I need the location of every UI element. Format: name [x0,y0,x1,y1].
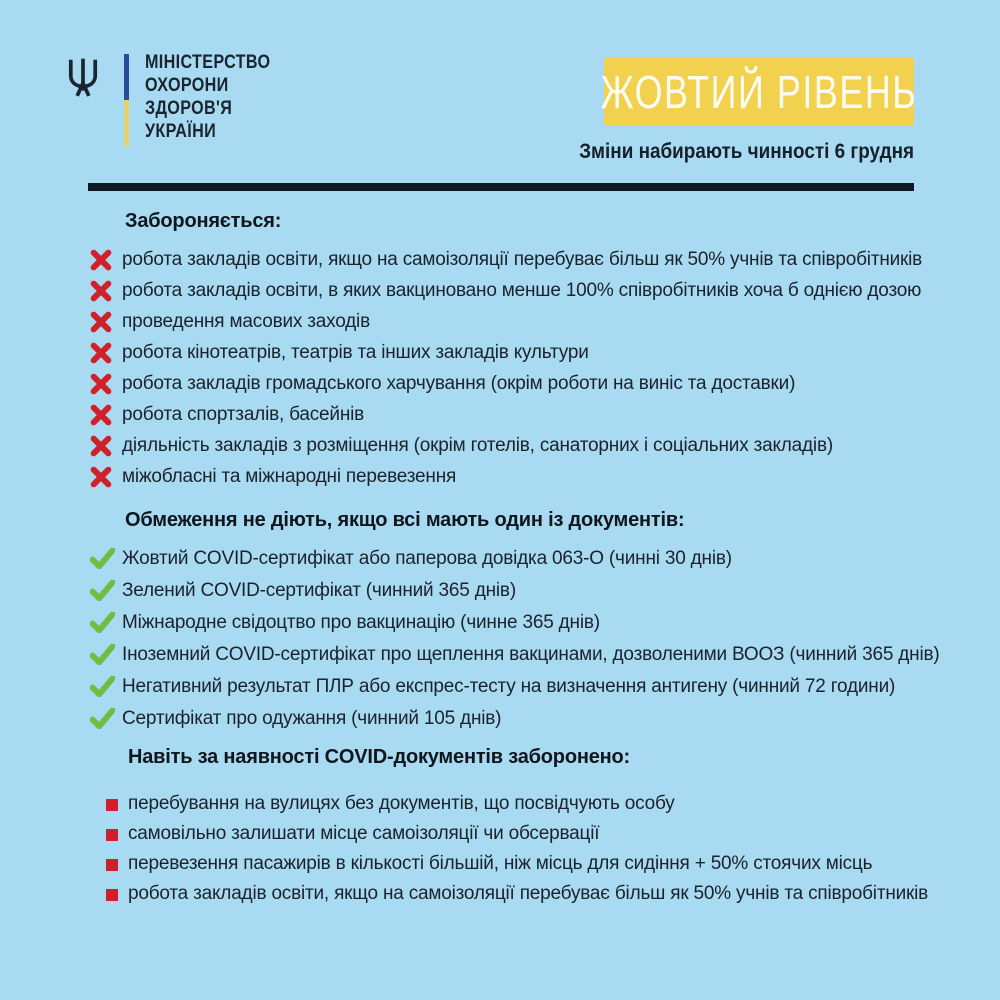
list-item [90,309,990,334]
list-item [90,706,990,731]
ministry-name-line: ЗДОРОВ'Я [145,98,233,119]
cross-icon [90,249,122,271]
cross-icon [90,311,122,333]
list-item-text: робота закладів освіти, якщо на самоізоляції перебуває більш як 50% учнів та співробітників [128,883,929,904]
check-icon [90,644,122,665]
list-item [90,674,990,699]
list-item [90,371,990,396]
list-item [90,340,990,365]
list-item-text: Зелений COVID-сертифікат (чинний 365 днів) [122,580,516,601]
cross-icon [90,280,122,302]
list-item [106,881,1000,906]
list-item [90,546,990,571]
list-item-text: проведення масових заходів [122,311,370,332]
cross-icon [90,373,122,395]
list-item-text: Сертифікат про одужання (чинний 105 днів) [122,708,502,729]
list-item-text: діяльність закладів з розміщення (окрім готелів, санаторних і соціальних закладів) [122,435,833,456]
level-banner-label: ЖОВТИЙ РІВЕНЬ [600,65,918,118]
cross-icon [90,435,122,457]
check-icon [90,708,122,729]
level-banner [600,58,918,125]
ukraine-trident-icon [66,52,100,110]
check-icon [90,676,122,697]
square-bullet-icon [106,853,128,871]
list-item-text: Міжнародне свідоцтво про вакцинацію (чинне 365 днів) [122,612,600,633]
cross-icon [90,342,122,364]
check-icon [90,612,122,633]
list-item-text: робота закладів освіти, в яких вакциновано менше 100% співробітників хоча б однією дозою [122,280,922,301]
list-item [90,402,990,427]
ministry-name-line: УКРАЇНИ [145,121,217,142]
section-title-always-prohibited: Навіть за наявності COVID-документів заборонено: [128,746,631,768]
list-item [90,247,990,272]
exemptions-list [0,546,990,731]
list-item-text: міжобласні та міжнародні перевезення [122,466,457,487]
list-item [106,821,1000,846]
ministry-logo [66,48,293,146]
list-item [90,610,990,635]
always-prohibited-list [0,791,1000,906]
list-item-text: робота спортзалів, басейнів [122,404,365,425]
list-item-text: самовільно залишати місце самоізоляції чи обсервації [128,823,600,844]
cross-icon [90,404,122,426]
list-item-text: Негативний результат ПЛР або експрес-тесту на визначення антигену (чинний 72 години) [122,676,896,697]
list-item-text: перебування на вулицях без документів, що посвідчують особу [128,793,675,814]
list-item [106,791,1000,816]
list-item [106,851,1000,876]
square-bullet-icon [106,793,128,811]
check-icon [90,548,122,569]
ministry-name [145,51,270,143]
section-title-prohibited: Забороняється: [125,210,282,232]
ministry-name-line: МІНІСТЕРСТВО [145,52,271,73]
ministry-name-line: ОХОРОНИ [145,75,229,96]
header-divider [88,183,914,191]
list-item-text: Іноземний COVID-сертифікат про щеплення вакцинами, дозволеними ВООЗ (чинний 365 днів) [122,644,940,665]
list-item-text: перевезення пасажирів в кількості більшій, ніж місць для сидіння + 50% стоячих місць [128,853,873,874]
list-item-text: Жовтий COVID-сертифікат або паперова довідка 063-О (чинні 30 днів) [122,548,732,569]
list-item [90,578,990,603]
list-item [90,464,990,489]
effective-date-note: Зміни набирають чинності 6 грудня [579,140,914,163]
check-icon [90,580,122,601]
list-item-text: робота кінотеатрів, театрів та інших закладів культури [122,342,589,363]
list-item-text: робота закладів освіти, якщо на самоізоляції перебуває більш як 50% учнів та співробітників [122,249,923,270]
list-item [90,433,990,458]
list-item-text: робота закладів громадського харчування (окрім роботи на виніс та доставки) [122,373,796,394]
list-item [90,642,990,667]
cross-icon [90,466,122,488]
square-bullet-icon [106,823,128,841]
logo-flag-bar [124,54,129,146]
square-bullet-icon [106,883,128,901]
prohibited-list [0,247,990,489]
content [0,191,1000,906]
section-title-exemptions: Обмеження не діють, якщо всі мають один із документів: [125,509,685,531]
list-item [90,278,990,303]
